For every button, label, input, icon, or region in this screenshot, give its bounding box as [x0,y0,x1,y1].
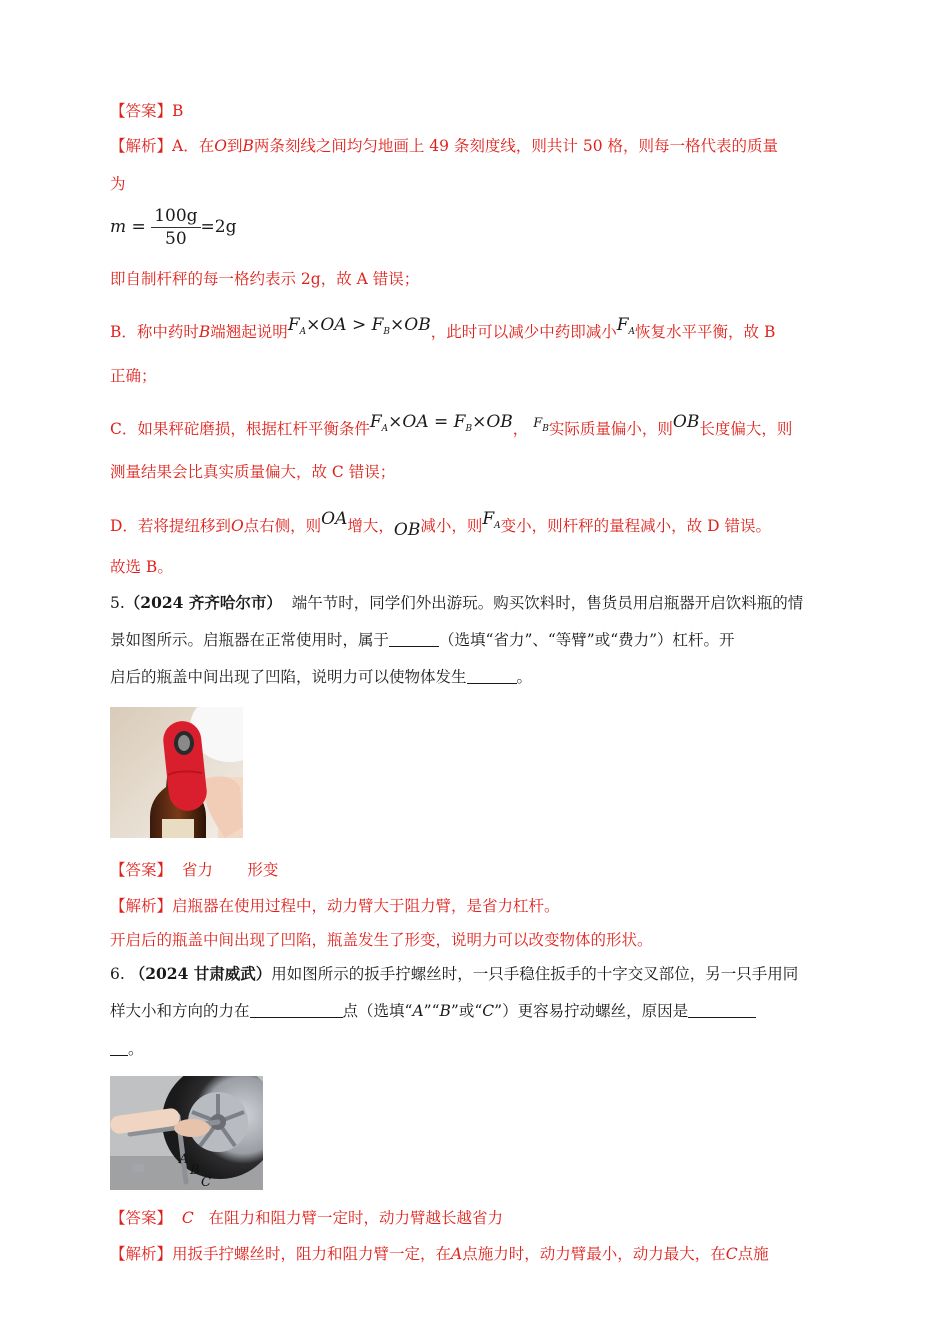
q5-analysis-2: 开启后的瓶盖中间出现了凹陷，瓶盖发生了形变，说明力可以改变物体的形状。 [110,931,653,949]
q4-answer [110,100,183,122]
wrench-photo [110,1076,263,1190]
q6-stem-line1: 6. （2024 甘肃威武）用如图所示的扳手拧螺丝时，一只手稳住扳手的十字交叉部位，另一只手用同 [110,964,799,983]
q5-stem-line1: 5.（2024 齐齐哈尔市） 端午节时，同学们外出游玩。购买饮料时，售货员用启瓶器开启饮料瓶的情 [110,593,804,612]
q5-stem-line3: 启后的瓶盖中间出现了凹陷，说明力可以使物体发生 。 [110,668,533,686]
question-source: （2024 甘肃威武） [129,964,272,983]
point-c-label: C [201,1175,211,1190]
q6-stem-line3: 。 [110,1038,144,1060]
mass-formula: m = $\frac{100g}{50}$ =2g [110,206,237,249]
q5-analysis-1: 【解析】启瓶器在使用过程中，动力臂大于阻力臂，是省力杠杆。 [110,897,560,915]
analysis-label: 【解析】 [110,137,173,155]
answer-blank[interactable] [250,1001,343,1018]
analysis-label: 【解析】 [110,897,173,915]
q6-answer: 【答案】 C 在阻力和阻力臂一定时，动力臂越长越省力 [110,1209,504,1227]
answer-blank[interactable] [389,630,439,647]
q4-final: 故选 B。 [110,558,173,576]
q4-b-line2: 正确； [110,367,157,385]
answer-label: 【答案】 [110,861,173,879]
q4-c-line2: 测量结果会比真实质量偏大，故 C 错误； [110,463,396,481]
q4-b-line1: B．称中药时B端翘起说明$F_A\times OA > F_B\times OB$，此时可以减少中药即减小$F_A$恢复水平平衡，故 B [110,315,776,341]
q4-c-line1: C．如果秤砣磨损，根据杠杆平衡条件$F_A\times OA = F_B\times OB$， $^{F_B}$实际质量偏小，则OB长度偏大，则 [110,412,793,438]
q5-answer: 【答案】 省力 形变 [110,861,279,879]
point-b-label: B [190,1163,200,1178]
question-number: 6. [110,965,125,983]
q6-stem-line2: 样大小和方向的力在 点（选填“A”“B”或“C”）更容易拧动螺丝，原因是 [110,1000,756,1022]
bottle-opener-photo [110,707,243,838]
answer-blank-continued[interactable] [110,1039,128,1056]
q4-analysis-line1: 【解析】A．在O到B两条刻线之间均匀地画上 49 条刻度线，则共计 50 格，则每一格代表的质量 [110,137,779,155]
torque-inequality: $F_A\times OA > F_B\times OB$ [287,315,431,337]
q6-analysis: 【解析】用扳手拧螺丝时，阻力和阻力臂一定，在A点施力时，动力臂最小，动力最大，在C点施 [110,1245,769,1263]
answer-label: 【答案】 [110,1209,173,1227]
q4-d-line1: D．若将提纽移到O点右侧，则OA增大，OB减小，则$F_A$变小，则杆秤的量程减小，故 D 错误。 [110,509,771,540]
q4-analysis-line2: 为 [110,175,126,193]
point-a-label: A [179,1152,189,1167]
analysis-label: 【解析】 [110,1245,173,1263]
question-number: 5. [110,594,125,612]
q5-stem-line2: 景如图所示。启瓶器在正常使用时，属于 （选填“省力”、“等臂”或“费力”）杠杆。开 [110,631,735,649]
wrench-illustration [110,1076,263,1190]
q4-a-conclusion: 即自制杆秤的每一格约表示 2g，故 A 错误； [110,270,420,288]
answer-blank[interactable] [688,1001,756,1018]
answer-blank[interactable] [467,667,517,684]
torque-balance: $F_A\times OA = F_B\times OB$ [369,412,513,434]
question-source: （2024 齐齐哈尔市） [124,593,282,612]
bottle-opener-illustration [110,707,243,838]
answer-label: 【答案】 [110,102,173,120]
answer-value: B [172,102,184,120]
fraction: $\frac{100g}{50}$ [151,205,200,250]
